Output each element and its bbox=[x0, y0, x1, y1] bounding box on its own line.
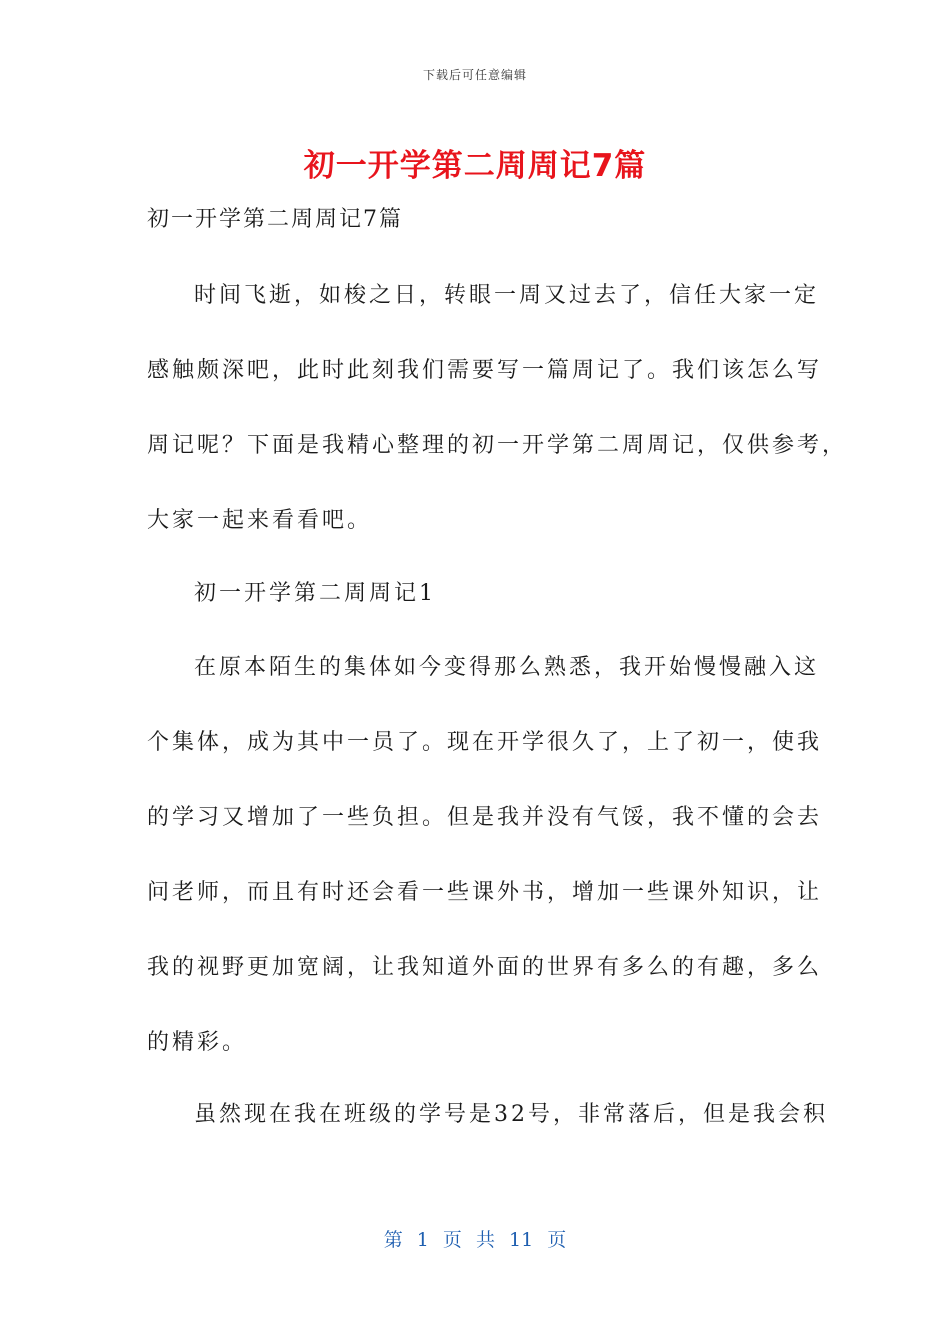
paragraph-line: 个集体，成为其中一员了。现在开学很久了，上了初一，使我 bbox=[147, 730, 823, 755]
section-heading bbox=[147, 556, 802, 631]
paragraph-line: 的学习又增加了一些负担。但是我并没有气馁，我不懂的会去 bbox=[147, 805, 823, 830]
document-subtitle: 初一开学第二周周记7篇 bbox=[147, 207, 403, 232]
document-title: 初一开学第二周周记7篇 bbox=[303, 148, 647, 184]
paragraph-line: 周记呢？下面是我精心整理的初一开学第二周周记，仅供参考， bbox=[147, 433, 848, 458]
section-heading-text: 初一开学第二周周记1 bbox=[194, 581, 436, 606]
paragraph-line: 感触颇深吧，此时此刻我们需要写一篇周记了。我们该怎么写 bbox=[147, 358, 823, 383]
paragraph-line: 大家一起来看看吧。 bbox=[147, 508, 373, 533]
paragraph-line: 问老师，而且有时还会看一些课外书，增加一些课外知识，让 bbox=[147, 880, 823, 905]
intro-paragraph bbox=[147, 258, 848, 558]
header-note: 下载后可任意编辑 bbox=[422, 68, 527, 82]
body-paragraph bbox=[147, 1077, 828, 1152]
paragraph-line: 时间飞逝，如梭之日，转眼一周又过去了，信任大家一定 bbox=[194, 283, 820, 308]
body-paragraph bbox=[147, 630, 823, 1080]
page-footer: 第 1 页 共 11 页 bbox=[383, 1229, 567, 1251]
paragraph-line: 我的视野更加宽阔，让我知道外面的世界有多么的有趣，多么 bbox=[147, 955, 823, 980]
paragraph-line: 虽然现在我在班级的学号是32号，非常落后，但是我会积 bbox=[194, 1102, 828, 1127]
paragraph-line: 在原本陌生的集体如今变得那么熟悉，我开始慢慢融入这 bbox=[194, 655, 820, 680]
paragraph-line: 的精彩。 bbox=[147, 1030, 248, 1055]
